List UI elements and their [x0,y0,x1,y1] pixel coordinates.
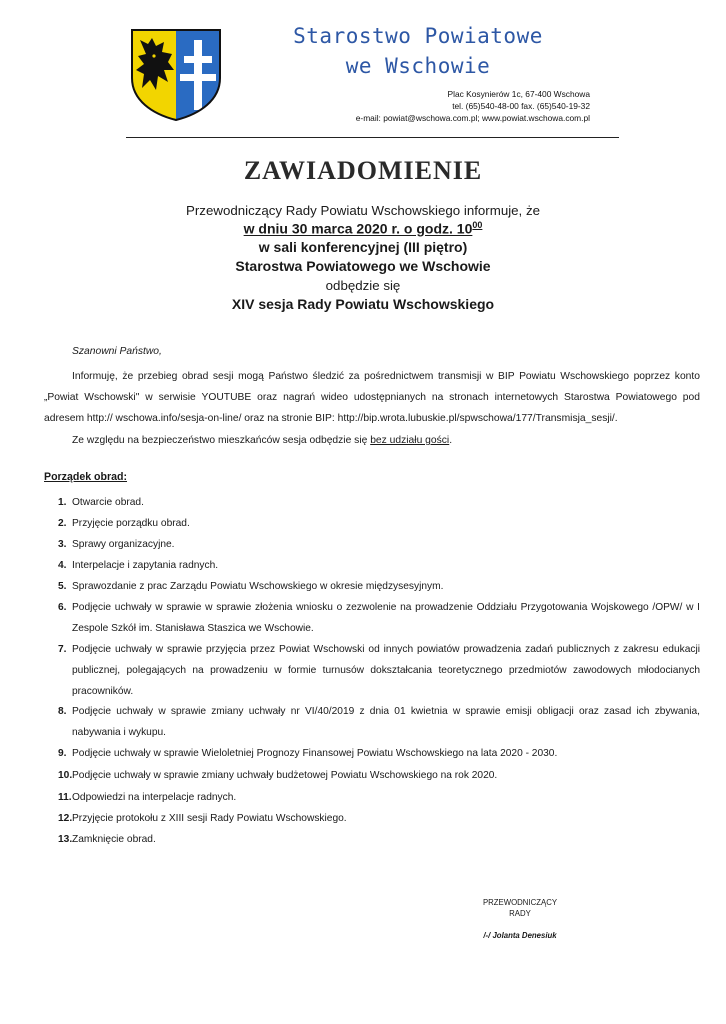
agenda-item-text: Podjęcie uchwały w sprawie zmiany uchwały nr VI/40/2019 z dnia 01 kwietnia w sprawie emisji obligacji oraz zasad ich zbywania, nabywania i wykupu. [72,706,700,738]
agenda-item-number: 1. [58,497,67,508]
agenda-item-number: 8. [58,706,67,717]
agenda-item-text: Podjęcie uchwały w sprawie zmiany uchwały budżetowej Powiatu Wschowskiego na rok 2020. [72,770,498,781]
agenda-item-text: Podjęcie uchwały w sprawie w sprawie złożenia wniosku o zezwolenie na prowadzenie Oddziału Przygotowania Wojskowego /OPW/ w I Zespole Szkół im. Stanisława Staszica we Wschowie. [72,602,700,634]
agenda-item-number: 9. [58,748,67,759]
agenda-item-text: Sprawy organizacyjne. [72,539,175,550]
office-address: Plac Kosynierów 1c, 67-400 Wschowa [447,89,590,99]
header-divider [126,137,619,138]
agenda-item-text: Interpelacje i zapytania radnych. [72,560,219,571]
agenda-item-number: 4. [58,560,67,571]
agenda-item-number: 3. [58,539,67,550]
agenda-item-number: 6. [58,602,67,613]
announcement-building: Starostwa Powiatowego we Wschowie [235,258,491,274]
safety-text: Ze względu na bezpieczeństwo mieszkańców sesja odbędzie się [72,435,371,446]
document-title: ZAWIADOMIENIE [243,156,483,185]
announcement-time-superscript: 00 [472,220,483,230]
greeting: Szanowni Państwo, [72,346,162,357]
agenda-item-text: Podjęcie uchwały w sprawie Wieloletniej Prognozy Finansowej Powiatu Wschowskiego na lata 2020 - 2030. [72,748,558,759]
agenda-heading: Porządek obrad: [44,471,128,483]
coat-of-arms-logo [128,26,224,122]
agenda-item-text: Przyjęcie porządku obrad. [72,518,190,529]
agenda-item-text: Zamknięcie obrad. [72,834,156,845]
agenda-item-number: 7. [58,644,67,655]
announcement-date [0,220,726,237]
agenda-item-number: 2. [58,518,67,529]
announcement-date-text: w dniu 30 marca 2020 r. o godz. 10 [243,220,473,237]
agenda-item-number: 11. [58,792,72,803]
agenda-item-number: 13. [58,834,73,845]
agenda-item-text: Przyjęcie protokołu z XIII sesji Rady Powiatu Wschowskiego. [72,813,347,824]
signature-role: PRZEWODNICZĄCY [482,898,558,907]
agenda-item-text: Otwarcie obrad. [72,497,144,508]
announcement-intro: Przewodniczący Rady Powiatu Wschowskiego informuje, że [186,203,540,218]
agenda-item-text: Odpowiedzi na interpelacje radnych. [72,792,237,803]
transmission-paragraph: Informuję, że przebieg obrad sesji mogą Państwo śledzić za pośrednictwem transmisji w BIP Powiatu Wschowskiego poprzez konto „Powiat Wschowski" w serwisie YOUTUBE oraz nagrań wideo udostępnianych na stronach internetowych Starostwa Powiatowego pod adresem http:// wschowa.info/sesja-on-line/ oraz na stronie BIP: http://bip.wrota.lubuskie.pl/spwschowa/177/Transmisja_sesji/. [44,371,700,424]
signature-name: /-/ Jolanta Denesiuk [483,931,557,940]
office-email-www: e-mail: powiat@wschowa.com.pl; www.powiat.wschowa.com.pl [355,113,590,123]
announcement-session: XIV sesja Rady Powiatu Wschowskiego [231,296,495,312]
office-phone-fax: tel. (65)540-48-00 fax. (65)540-19-32 [452,101,590,111]
no-guests-text: bez udziału gości [370,435,450,446]
agenda-item-number: 5. [58,581,67,592]
safety-paragraph [44,430,700,451]
agenda-item-number: 10. [58,770,73,781]
safety-text-end: . [449,435,453,446]
announcement-will-take-place: odbędzie się [325,278,401,293]
agenda-item-text: Sprawozdanie z prac Zarządu Powiatu Wschowskiego w okresie międzysesyjnym. [72,581,444,592]
announcement-venue: w sali konferencyjnej (III piętro) [258,239,468,255]
office-name-line2: we Wschowie [345,54,491,78]
agenda-item-text: Podjęcie uchwały w sprawie przyjęcia przez Powiat Wschowski od innych powiatów prowadzenia zadań publicznych z zakresu edukacji publicznej, polegających na prowadzeniu w formie turnusów dokształcania teoretycznego przedmiotów zawodowych młodocianych pracowników. [72,644,700,697]
agenda-item-number: 12. [58,813,73,824]
office-name-line1: Starostwo Powiatowe [293,24,543,48]
signature-role-line2: RADY [509,909,531,918]
